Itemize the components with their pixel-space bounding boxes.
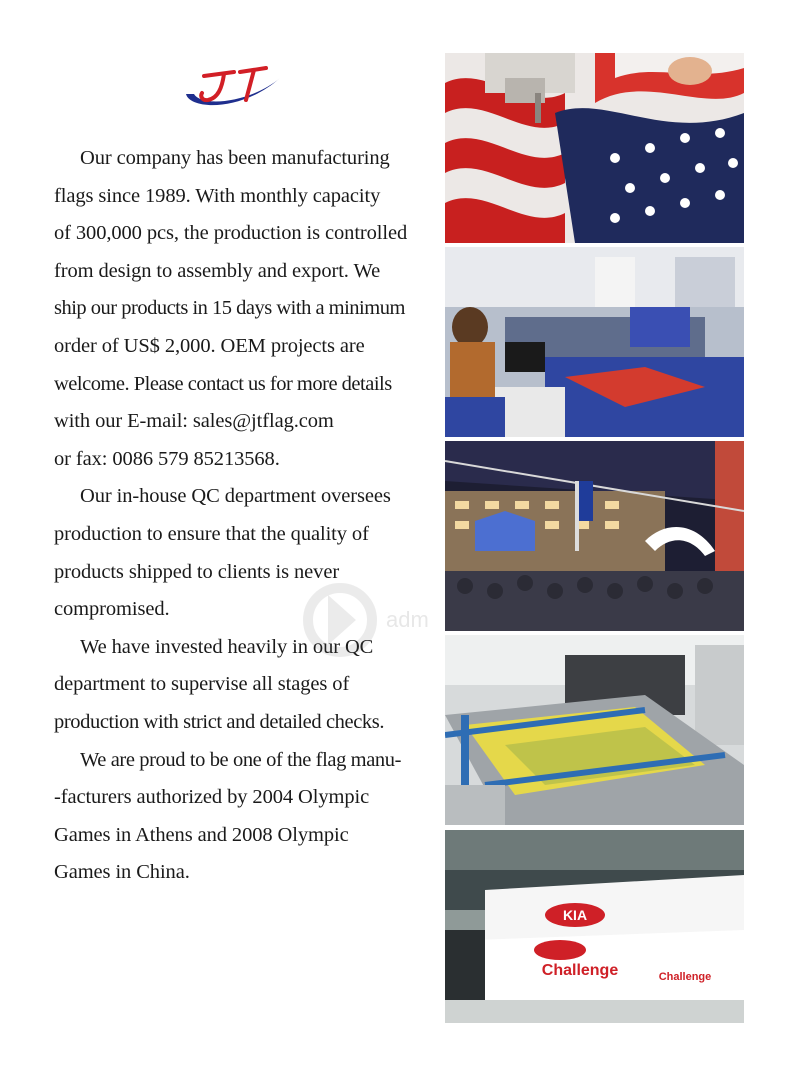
text-line: department to supervise all stages of	[54, 673, 350, 696]
text-line: from design to assembly and export. We	[54, 259, 381, 282]
text-line: -facturers authorized by 2004 Olympic	[54, 786, 370, 809]
photo-sewing-workshop	[445, 247, 744, 437]
photo-printing-machine	[445, 635, 744, 825]
text-line: welcome. Please contact us for more details	[54, 372, 392, 395]
text-line: products shipped to clients is never	[54, 560, 340, 583]
watermark-text: adm	[386, 607, 429, 632]
logo-lettering: JT	[182, 58, 183, 59]
text-line: order of US$ 2,000. OEM projects are	[54, 334, 365, 357]
paragraph-intro	[54, 140, 438, 478]
photo-night-event	[445, 441, 744, 631]
fax-line: or fax: 0086 579 85213568.	[54, 447, 280, 470]
text-line: flags since 1989. With monthly capacity	[54, 184, 381, 207]
text-line: production to ensure that the quality of	[54, 522, 369, 545]
photo-banner-printing	[445, 830, 744, 1023]
email-line: with our E-mail: sales@jtflag.com	[54, 410, 334, 433]
text-line: ship our products in 15 days with a minimum	[54, 297, 405, 320]
company-logo	[182, 58, 284, 112]
challenge-badge-text: Challenge	[658, 971, 712, 983]
kia-logo-text: KIA	[562, 907, 588, 923]
text-line: Games in China.	[54, 861, 190, 884]
company-description	[54, 140, 438, 892]
text-line: We have invested heavily in our QC	[80, 635, 374, 658]
watermark	[300, 575, 460, 665]
text-line: production with strict and detailed checks.	[54, 710, 385, 733]
text-line: compromised.	[54, 598, 170, 621]
challenge-text: Challenge	[541, 962, 619, 979]
photo-flag-sewing	[445, 53, 744, 243]
text-line: Games in Athens and 2008 Olympic	[54, 823, 349, 846]
text-line: Our in-house QC department oversees	[80, 485, 391, 508]
text-line: We are proud to be one of the flag manu-	[80, 748, 402, 771]
paragraph-olympic	[54, 742, 438, 892]
text-line: Our company has been manufacturing	[80, 147, 390, 169]
text-line: of 300,000 pcs, the production is controlled	[54, 222, 408, 245]
